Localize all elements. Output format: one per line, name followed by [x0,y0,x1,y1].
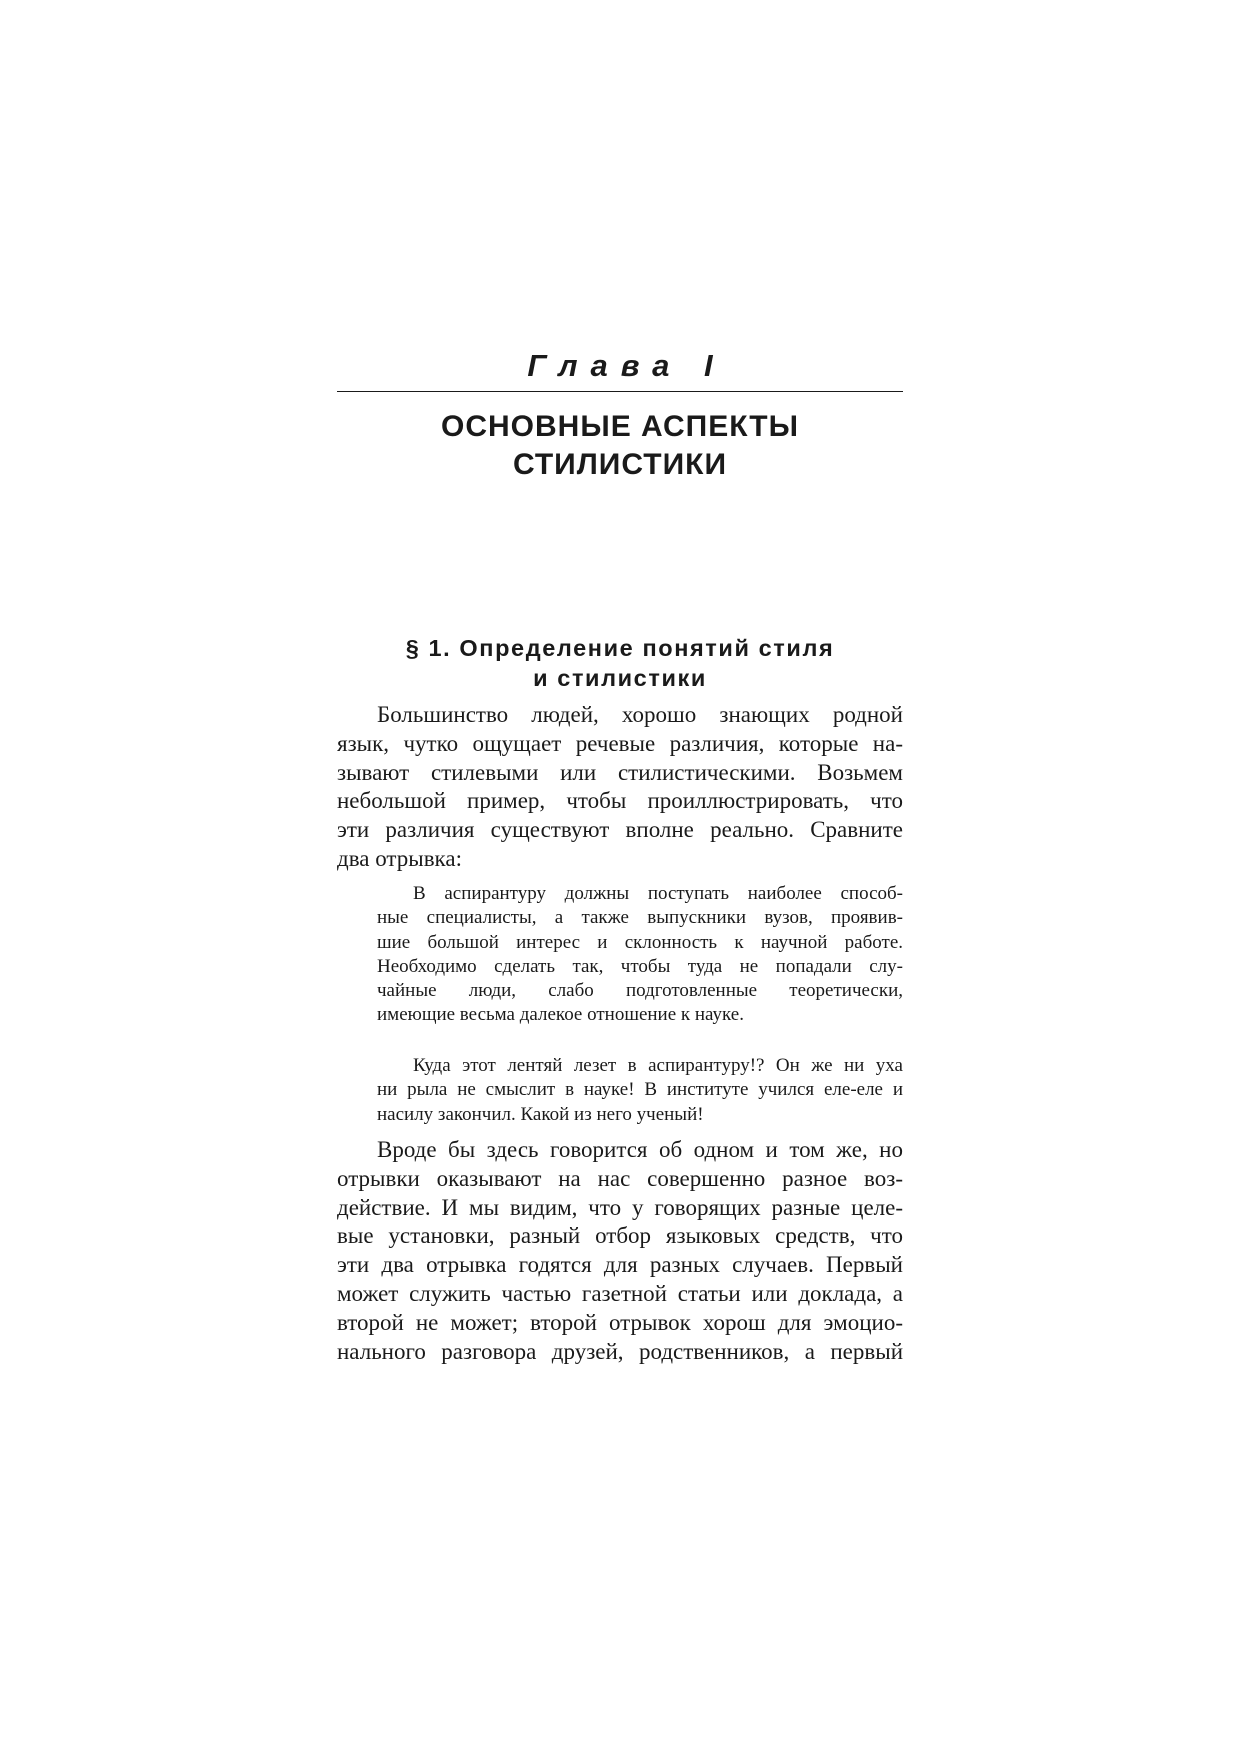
section-title-line: § 1. Определение понятий стиля [405,635,835,661]
text-line: имеющие весьма далекое отношение к науке. [377,1004,744,1026]
text-line: второй не может; второй отрывок хорош для эмоцио- [337,1309,903,1335]
paragraph-intro [337,701,903,874]
text-line: ные специалисты, а также выпускники вузов, проявив- [377,907,903,929]
text-line: эти два отрывка годятся для разных случаев. Первый [337,1252,903,1278]
section-title [337,633,903,693]
quote-colloquial [377,1054,903,1127]
text-line: отрывки оказывают на нас совершенно разное воз- [337,1165,903,1191]
text-line: небольшой пример, чтобы проиллюстрировать, что [337,788,903,814]
text-line: действие. И мы видим, что у говорящих разные целе- [337,1194,903,1220]
text-line: вые установки, разный отбор языковых средств, что [337,1223,903,1249]
text-line: Большинство людей, хорошо знающих родной [377,702,903,727]
text-line: два отрывка: [337,845,462,871]
text-line: ни рыла не смыслит в науке! В институте учился еле-еле и [377,1079,903,1101]
chapter-label: Глава I [527,348,726,383]
text-line: Необходимо сделать так, чтобы туда не попадали слу- [377,955,903,977]
text-line: может служить частью газетной статьи или доклада, а [337,1280,903,1306]
section-title-line: и стилистики [533,665,707,691]
text-line: насилу закончил. Какой из него ученый! [377,1103,704,1125]
chapter-title [337,408,903,484]
quote-formal [377,882,903,1028]
text-line: эти различия существуют вполне реально. Сравните [337,817,903,843]
text-line: В аспирантуру должны поступать наиболее способ- [413,883,903,904]
chapter-divider [337,391,903,392]
text-line: зывают стилевыми или стилистическими. Возьмем [337,759,903,785]
text-line: язык, чутко ощущает речевые различия, которые на- [337,730,903,756]
text-line: шие большой интерес и склонность к научной работе. [377,931,903,953]
paragraph-comparison [337,1136,903,1366]
text-line: чайные люди, слабо подготовленные теоретически, [377,980,903,1002]
text-line: нального разговора друзей, родственников, а первый [337,1338,903,1364]
chapter-title-line: ОСНОВНЫЕ АСПЕКТЫ [441,410,799,443]
text-line: Куда этот лентяй лезет в аспирантуру!? Он же ни уха [413,1055,903,1076]
chapter-title-line: СТИЛИСТИКИ [512,448,728,481]
text-line: Вроде бы здесь говорится об одном и том же, но [377,1137,903,1162]
